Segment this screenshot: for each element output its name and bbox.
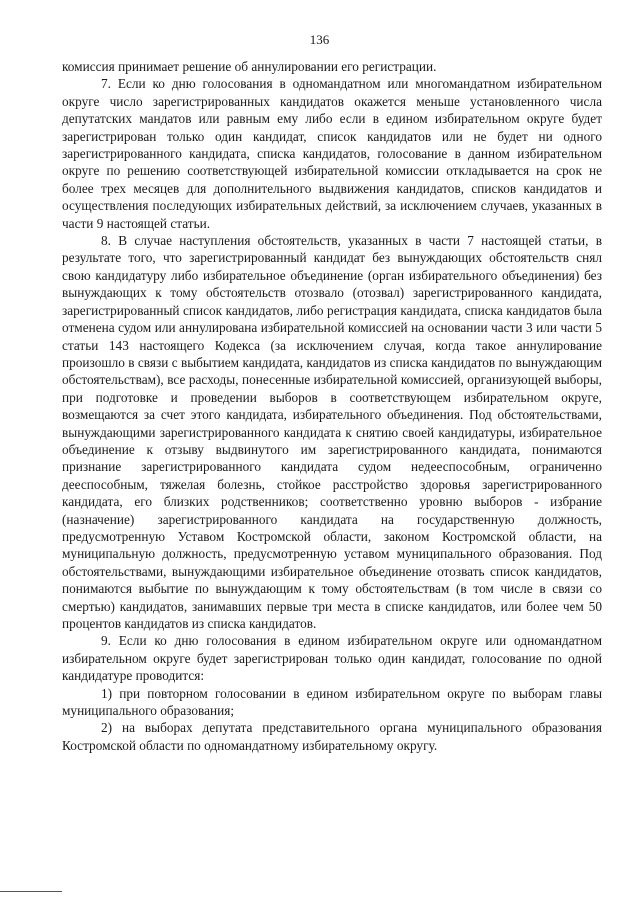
- page-number: 136: [309, 32, 330, 47]
- paragraph-part-7: 7. Если ко дню голосования в одномандатном или многомандатном избирательном округе число зарегистрированных кандидатов окажется меньше установленного числа депутатских мандатов или равным ему либо если в едином избирательном округе будет зарегистрирован только один кандидат, список кандидатов или не будет ни одного зарегистрированного кандидата, списка кандидатов, голосование в данном избирательном округе по решению соответствующей избирательной комиссии откладывается на срок не более трех месяцев для дополнительного выдвижения кандидатов, списков кандидатов и осуществления последующих избирательных действий, за исключением случаев, указанных в части 9 настоящей статьи.: [62, 76, 602, 231]
- footer-rule: [0, 891, 62, 892]
- list-item-2: 2) на выборах депутата представительного органа муниципального образования Костромской области по одномандатному избирательному округу.: [62, 720, 602, 753]
- paragraph-part-8: 8. В случае наступления обстоятельств, указанных в части 7 настоящей статьи, в результате того, что зарегистрированный кандидат без вынуждающих обстоятельств снял свою кандидатуру либо избирательное объединение (орган избирательного объединения) без вынуждающих к тому обстоятельств отозвало (отозвал) зарегистрированного кандидата, зарегистрированный список кандидатов, либо регистрация кандидата, списка кандидатов была отменена судом или аннулирована избирательной комиссией на основании части 3 или части 5 статьи 143 настоящего Кодекса (за исключением случая, когда такое аннулирование произошло в связи с выбытием кандидата, кандидатов из списка кандидатов по вынуждающим обстоятельствам), все расходы, понесенные избирательной комиссией, организующей выборы, при подготовке и проведении выборов в соответствующем избирательном округе, возмещаются за счет этого кандидата, избирательного объединения. Под обстоятельствами, вынуждающими зарегистрированного кандидата к снятию своей кандидатуры, избирательное объединение к отзыву выдвинутого им зарегистрированного кандидата, понимаются признание зарегистрированного кандидата судом недееспособным, ограниченно дееспособным, тяжелая болезнь, стойкое расстройство здоровья зарегистрированного кандидата, его близких родственников; соответственно уровню выборов - избрание (назначение) зарегистрированного кандидата на государственную должность, предусмотренную Уставом Костромской области, законом Костромской области, на муниципальную должность, предусмотренную уставом муниципального образования. Под обстоятельствами, вынуждающими избирательное объединение отозвать список кандидатов, понимаются выбытие по вынуждающим к тому обстоятельствам (в том числе в связи со смертью) кандидатов, занимавших первые три места в списке кандидатов, или более чем 50 процентов кандидатов из списка кандидатов.: [62, 233, 602, 631]
- paragraph-continuation: комиссия принимает решение об аннулировании его регистрации.: [62, 59, 437, 74]
- list-item-1: 1) при повторном голосовании в едином избирательном округе по выборам главы муниципального образования;: [62, 685, 602, 719]
- paragraph-part-9: 9. Если ко дню голосования в едином избирательном округе или одномандатном избирательном округе будет зарегистрирован только один кандидат, голосование по одной кандидатуре проводится:: [62, 633, 602, 684]
- document-body: [62, 58, 602, 754]
